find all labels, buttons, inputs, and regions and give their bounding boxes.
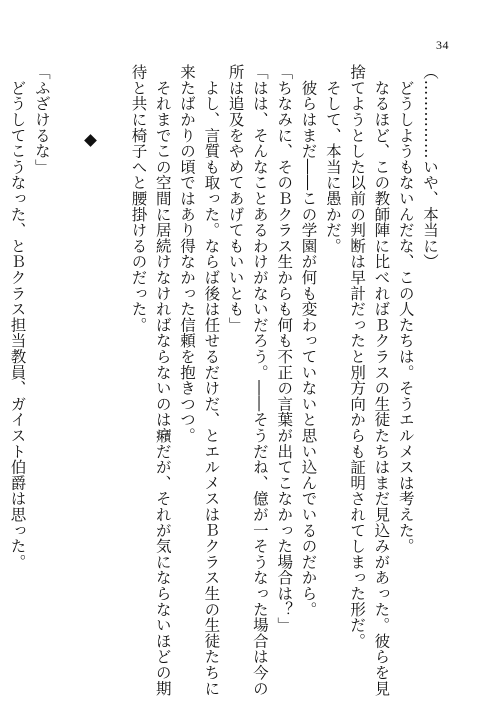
text-line: （……………いや、本当に） [421,64,439,270]
blank-line [102,64,126,674]
text-line: それまでこの空間に居続けなければならないのは癪だが、それが気にならないほどの期 [153,64,172,696]
text-line: 「ちなみに、そのＢクラス生からも何も不正の言葉が出てこなかった場合は？」 [275,64,294,633]
text-line: 「はは、そんなことあるわけがないだろう。――そうだね、億が一そうなった場合は今の [250,64,269,696]
text-line: どうしようもないんだな、この人たちは。そうエルメスは考えた。 [396,64,415,554]
text-line: そして、本当に愚かだ。 [323,64,342,254]
text-line: 所は追及をやめてあげてもいいとも」 [226,64,245,333]
vertical-text-block [5,64,442,696]
text-line: 彼らはまだ――この学園が何も変わっていないと思い込んでいるのだから。 [299,64,318,617]
text-line: 待と共に椅子へと腰掛けるのだった。 [129,64,148,333]
blank-line [54,64,78,674]
text-line: 捨てようとした以前の判断は早計だったと別方向からも証明されてしまった形だ。 [348,64,367,649]
scene-break [78,64,102,674]
page-number: 34 [436,38,449,52]
text-line: なるほど、この教師陣に比べればＢクラスの生徒たちはまだ見込みがあった。彼らを見 [372,64,391,696]
diamond-icon [84,134,97,147]
text-line: 「ふざけるな」 [32,64,51,175]
text-line: よし、言質も取った。ならば後は任せるだけだ、とエルメスはＢクラス生の生徒たちに [202,64,221,696]
text-line: どうしてこうなった、とＢクラス担当教員、ガイスト伯爵は思った。 [8,64,27,570]
text-line: 来たばかりの頃ではあり得なかった信頼を抱きつつ。 [178,64,197,444]
